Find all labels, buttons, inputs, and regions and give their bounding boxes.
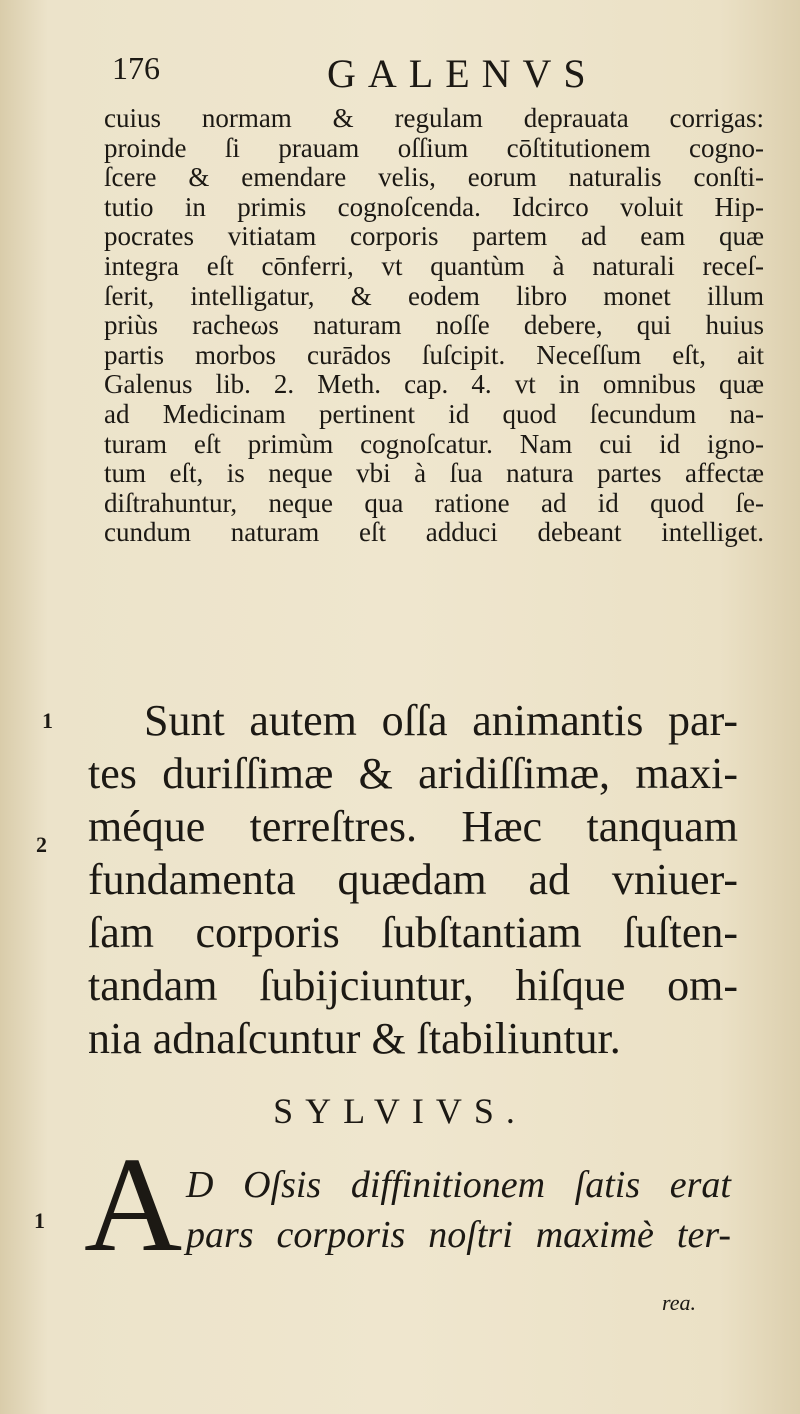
margin-number: 1 bbox=[42, 708, 53, 733]
commentary-line: ſerit, intelligatur, & eodem libro monet illum bbox=[104, 280, 764, 311]
commentary-line: tutio in primis cognoſcenda. Idcirco voluit Hip- bbox=[104, 191, 764, 222]
sylvius-line: D Oſsis diffinitionem ſatis erat bbox=[186, 1164, 731, 1206]
page-number: 176 bbox=[112, 50, 160, 86]
main-text-line: fundamenta quædam ad vniuer- bbox=[88, 855, 738, 904]
commentary-line: tum eſt, is neque vbi à ſua natura partes affectæ bbox=[104, 458, 764, 489]
main-text-line: ſam corporis ſubſtantiam ſuſten- bbox=[88, 908, 738, 957]
drop-cap: A bbox=[84, 1130, 183, 1280]
commentary-line: cuius normam & regulam deprauata corrigas: bbox=[104, 103, 764, 133]
commentary-block bbox=[104, 104, 764, 548]
commentary-line: diſtrahuntur, neque qua ratione ad id quod ſe- bbox=[104, 487, 764, 518]
commentary-line: priùs racheωs naturam noſſe debere, qui huius bbox=[104, 310, 764, 341]
sylvius-text-block bbox=[186, 1160, 731, 1260]
sylvius-line: pars corporis noſtri maximè ter- bbox=[186, 1214, 731, 1256]
main-text-line: méque terreſtres. Hæc tanquam bbox=[88, 802, 738, 851]
commentary-line: proinde ſi prauam oſſium cōſtitutionem cogno- bbox=[104, 132, 764, 163]
commentary-line: ad Medicinam pertinent id quod ſecundum na- bbox=[104, 398, 764, 429]
catchword: rea. bbox=[662, 1290, 697, 1315]
commentary-line: cundum naturam eſt adduci debeant intelliget. bbox=[104, 517, 764, 548]
commentary-line: partis morbos curādos ſuſcipit. Neceſſum eſt, ait bbox=[104, 339, 764, 370]
running-head: GALENVS bbox=[327, 51, 598, 96]
main-text-line: nia adnaſcuntur & ſtabiliuntur. bbox=[88, 1014, 621, 1063]
main-text-line: Sunt autem oſſa animantis par- bbox=[144, 696, 738, 745]
main-text-block bbox=[88, 694, 738, 1065]
main-text-line: tes duriſſimæ & aridiſſimæ, maxi- bbox=[88, 749, 738, 798]
commentary-line: pocrates vitiatam corporis partem ad eam quæ bbox=[104, 221, 764, 252]
margin-number: 1 bbox=[34, 1208, 45, 1233]
commentary-line: integra eſt cōnferri, vt quantùm à naturali receſ- bbox=[104, 250, 764, 281]
commentary-line: Galenus lib. 2. Meth. cap. 4. vt in omnibus quæ bbox=[104, 369, 764, 400]
commentary-line: ſcere & emendare velis, eorum naturalis conſti- bbox=[104, 162, 764, 193]
section-heading: SYLVIVS. bbox=[273, 1091, 527, 1131]
page-header bbox=[112, 50, 772, 100]
margin-number: 2 bbox=[36, 832, 47, 857]
main-text-line: tandam ſubijciuntur, hiſque om- bbox=[88, 961, 738, 1010]
commentary-line: turam eſt primùm cognoſcatur. Nam cui id igno- bbox=[104, 428, 764, 459]
